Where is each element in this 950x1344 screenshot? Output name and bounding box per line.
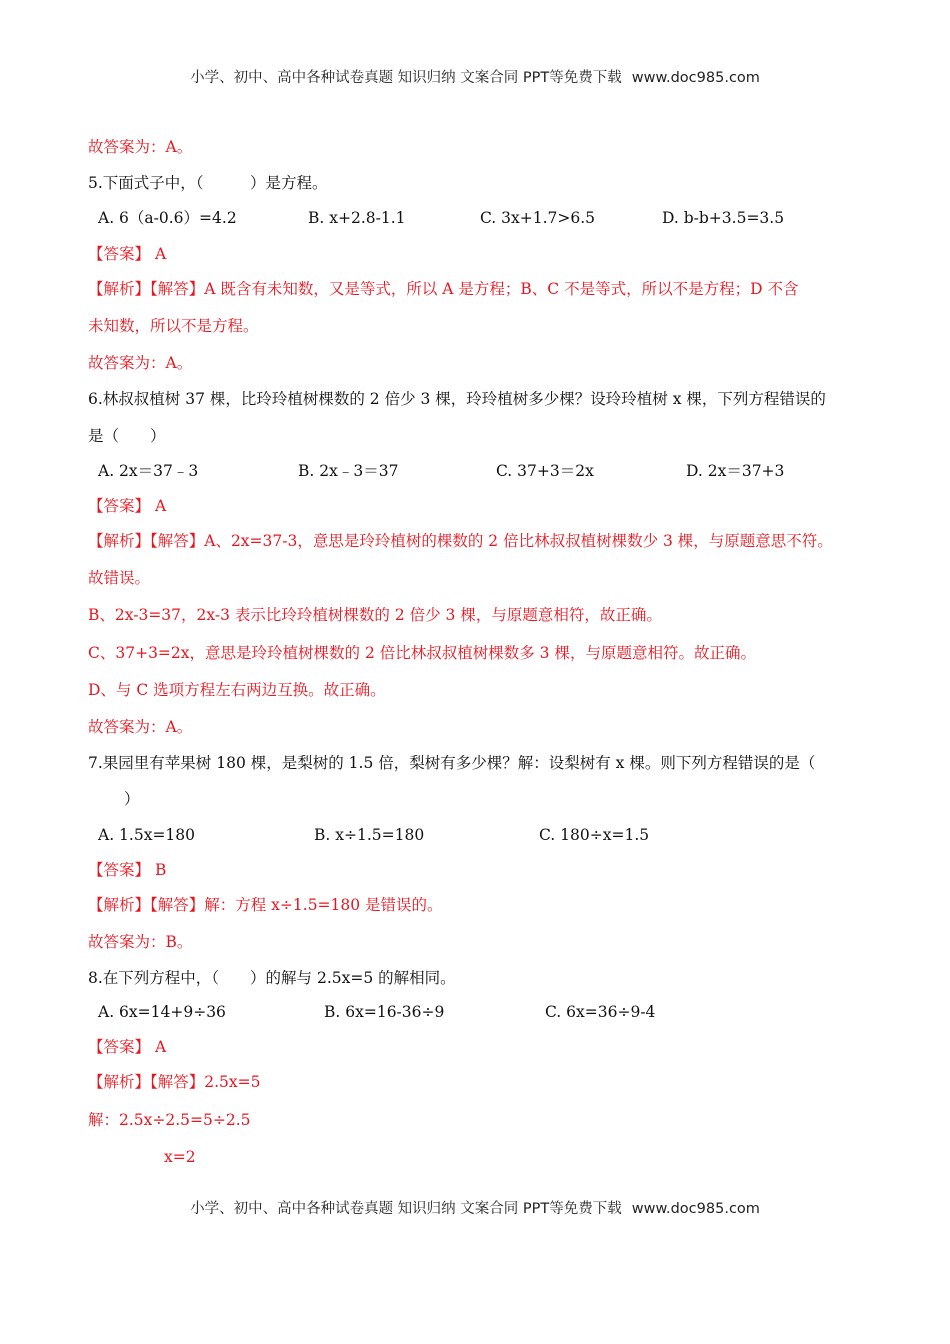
header-text: 小学、初中、高中各种试卷真题 知识归纳 文案合同 PPT等免费下载 xyxy=(190,70,622,86)
q6-option-b: B. 2x﹣3＝37 xyxy=(298,462,399,480)
q5-explanation: 【解析】【解答】A 既含有未知数，又是等式，所以 A 是方程；B、C 不是等式，所以不是方程；D 不含 xyxy=(88,280,799,298)
q7-option-c: C. 180÷x=1.5 xyxy=(539,826,650,844)
q5-option-a: A. 6（a-0.6）=4.2 xyxy=(98,209,237,227)
answer-tag: 【答案】 xyxy=(88,497,151,515)
q7-answer xyxy=(88,860,166,880)
q8-option-a: A. 6x=14+9÷36 xyxy=(98,1003,226,1021)
q6-answer xyxy=(88,496,166,516)
q6-option-c: C. 37+3＝2x xyxy=(496,462,594,480)
header-url[interactable]: www.doc985.com xyxy=(631,70,760,86)
q5-explanation-cont: 未知数，所以不是方程。 xyxy=(88,317,259,335)
question-7-cont: ） xyxy=(124,790,140,808)
answer-tag: 【答案】 xyxy=(88,1038,151,1056)
q5-option-d: D. b-b+3.5=3.5 xyxy=(662,209,785,227)
q6-explanation-2: 故错误。 xyxy=(88,569,151,587)
q8-explanation: 【解析】【解答】2.5x=5 xyxy=(88,1073,261,1091)
question-8: 8.在下列方程中，（ ）的解与 2.5x=5 的解相同。 xyxy=(88,969,456,987)
q8-answer xyxy=(88,1037,166,1057)
q5-answer xyxy=(88,244,166,264)
q8-explanation-2: 解：2.5x÷2.5=5÷2.5 xyxy=(88,1111,251,1129)
footer-url[interactable]: www.doc985.com xyxy=(631,1201,760,1217)
page-header xyxy=(0,66,950,87)
q6-final: 故答案为：A。 xyxy=(88,718,193,736)
page-footer xyxy=(0,1197,950,1218)
answer-tag: 【答案】 xyxy=(88,861,151,879)
q5-final: 故答案为：A。 xyxy=(88,354,193,372)
answer-tag: 【答案】 xyxy=(88,245,151,263)
q7-option-b: B. x÷1.5=180 xyxy=(314,826,425,844)
q7-final: 故答案为：B。 xyxy=(88,933,193,951)
q6-explanation-4: C、37+3=2x，意思是玲玲植树棵数的 2 倍比林叔叔植树棵数多 3 棵，与原题意相符。故正确。 xyxy=(88,644,756,662)
answer-value: A xyxy=(154,497,167,515)
q8-explanation-3: x=2 xyxy=(164,1148,196,1166)
q6-option-a: A. 2x＝37﹣3 xyxy=(98,462,199,480)
question-6: 6.林叔叔植树 37 棵，比玲玲植树棵数的 2 倍少 3 棵，玲玲植树多少棵？设玲玲植树 x 棵，下列方程错误的 xyxy=(88,390,826,408)
answer-value: A xyxy=(154,245,167,263)
question-6-cont: 是（ ） xyxy=(88,427,166,445)
q8-option-c: C. 6x=36÷9-4 xyxy=(545,1003,656,1021)
q5-option-c: C. 3x+1.7>6.5 xyxy=(480,209,596,227)
question-7: 7.果园里有苹果树 180 棵，是梨树的 1.5 倍，梨树有多少棵？解：设梨树有 x 棵。则下列方程错误的是（ xyxy=(88,754,816,772)
footer-text: 小学、初中、高中各种试卷真题 知识归纳 文案合同 PPT等免费下载 xyxy=(190,1201,622,1217)
q6-explanation-5: D、与 C 选项方程左右两边互换。故正确。 xyxy=(88,681,386,699)
q7-option-a: A. 1.5x=180 xyxy=(98,826,196,844)
q5-option-b: B. x+2.8-1.1 xyxy=(308,209,406,227)
answer-value: A xyxy=(154,1038,167,1056)
answer-summary: 故答案为：A。 xyxy=(88,138,193,156)
q6-explanation: 【解析】【解答】A、2x=37-3，意思是玲玲植树的棵数的 2 倍比林叔叔植树棵数少 3 棵，与原题意思不符。 xyxy=(88,532,833,550)
q6-explanation-3: B、2x-3=37，2x-3 表示比玲玲植树棵数的 2 倍少 3 棵，与原题意相符，故正确。 xyxy=(88,606,662,624)
q8-option-b: B. 6x=16-36÷9 xyxy=(324,1003,445,1021)
q6-option-d: D. 2x＝37+3 xyxy=(686,462,785,480)
question-5: 5.下面式子中，（ ）是方程。 xyxy=(88,174,328,192)
q7-explanation: 【解析】【解答】解：方程 x÷1.5=180 是错误的。 xyxy=(88,896,443,914)
answer-value: B xyxy=(154,861,167,879)
